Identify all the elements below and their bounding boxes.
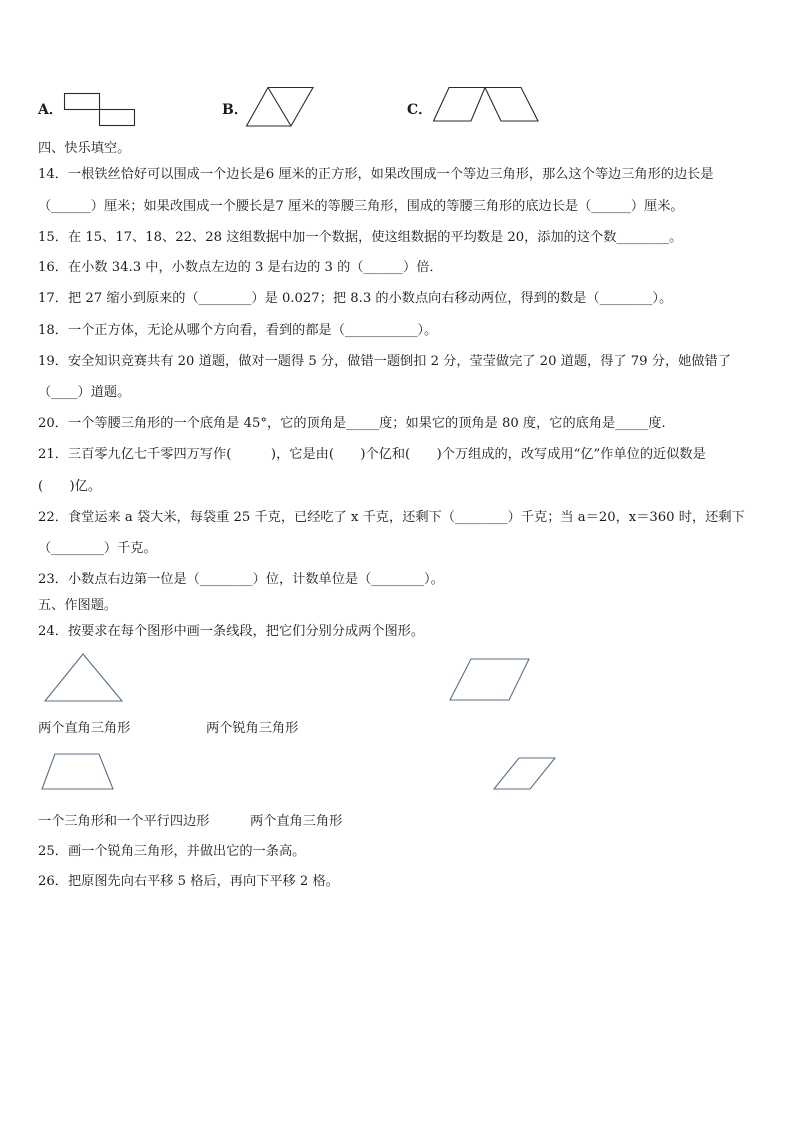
question-16: 16．在小数 34.3 中，小数点左边的 3 是右边的 3 的（______）倍． (38, 260, 443, 275)
option-a-square-right (100, 110, 135, 126)
q24-isosceles-triangle (45, 654, 122, 701)
q24-parallelogram-small (494, 758, 555, 789)
option-b-label: B． (222, 102, 248, 118)
q24-caption-2: 两个锐角三角形 (206, 721, 299, 736)
q24-caption-3: 一个三角形和一个平行四边形 (38, 814, 210, 829)
question-19-line-2: （____）道题。 (38, 385, 131, 400)
question-15: 15．在 15、17、18、22、28 这组数据中加一个数据，使这组数据的平均数是 20，添加的这个数________。 (38, 230, 683, 245)
q24-parallelogram-figure (493, 757, 557, 791)
option-a-square-left (65, 94, 100, 110)
question-18: 18．一个正方体，无论从哪个方向看，看到的都是（___________）。 (38, 323, 438, 338)
question-19-line-1: 19．安全知识竞赛共有 20 道题，做对一题得 5 分，做错一题倒扣 2 分，莹莹做完了 20 道题，得了 79 分，她做错了 (38, 354, 731, 369)
q24-trapezoid (42, 754, 113, 789)
option-c-figure (433, 87, 541, 125)
question-22-line-1: 22．食堂运来 a 袋大米，每袋重 25 千克，已经吃了 x 千克，还剩下（________）千克；当 a＝20，x＝360 时，还剩下 (38, 510, 745, 525)
question-21-line-2: ( )亿。 (38, 479, 102, 494)
q24-caption-4: 两个直角三角形 (250, 814, 343, 829)
option-a-figure (64, 93, 136, 127)
question-26: 26．把原图先向右平移 5 格后，再向下平移 2 格。 (38, 874, 339, 889)
question-24: 24．按要求在每个图形中画一条线段，把它们分别分成两个图形。 (38, 624, 425, 639)
question-14-line-1: 14．一根铁丝恰好可以围成一个边长是6 厘米的正方形，如果改围成一个等边三角形，那么这个等边三角形的边长是 (38, 167, 714, 182)
option-c-parallelogram-left (434, 88, 486, 122)
option-b-diagonal (268, 88, 291, 127)
question-17: 17．把 27 缩小到原来的（________）是 0.027；把 8.3 的小数点向右移动两位，得到的数是（________）。 (38, 291, 673, 306)
question-22-line-2: （________）千克。 (38, 541, 157, 556)
section-4-title: 四、快乐填空。 (38, 141, 131, 156)
option-b-figure (246, 87, 316, 127)
question-23: 23．小数点右边第一位是（________）位，计数单位是（________）。 (38, 572, 444, 587)
option-a-label: A． (38, 102, 63, 118)
question-21-line-1: 21．三百零九亿七千零四万写作( )，它是由( )个亿和( )个万组成的，改写成用“亿”作单位的近似数是 (38, 447, 706, 462)
q24-parallelogram-wide (450, 659, 529, 700)
question-25: 25．画一个锐角三角形，并做出它的一条高。 (38, 844, 306, 859)
option-c-label: C． (407, 102, 433, 118)
question-20: 20．一个等腰三角形的一个底角是 45°，它的顶角是_____度；如果它的顶角是 80 度，它的底角是_____度. (38, 416, 666, 431)
question-14-line-2: （______）厘米；如果改围成一个腰长是7 厘米的等腰三角形，围成的等腰三角形的底边长是（______）厘米。 (38, 199, 684, 214)
q24-trapezoid-figure (41, 753, 115, 791)
section-5-title: 五、作图题。 (38, 598, 118, 613)
option-c-parallelogram-right (485, 88, 538, 122)
q24-rhombus-figure (449, 658, 531, 702)
q24-triangle-figure (44, 653, 124, 703)
q24-caption-1: 两个直角三角形 (38, 721, 131, 736)
